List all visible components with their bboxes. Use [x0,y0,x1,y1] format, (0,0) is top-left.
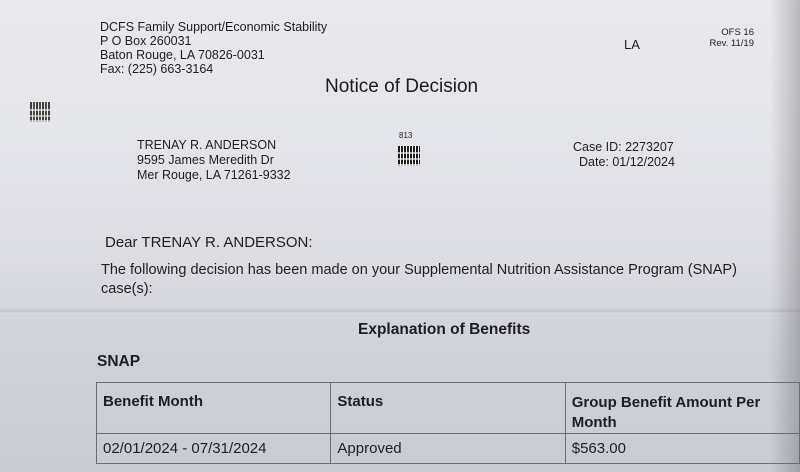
intro-paragraph: The following decision has been made on your Supplemental Nutrition Assistance Program (SNAP) case(s): [101,262,737,297]
case-id: Case ID: 2273207 [573,140,674,154]
case-info [573,140,675,170]
recipient-city: Mer Rouge, LA 71261-9332 [137,168,291,182]
agency-po-box: P O Box 260031 [100,34,192,48]
agency-city: Baton Rouge, LA 70826-0031 [100,48,265,62]
agency-address-block [100,20,327,76]
amount-cell: $563.00 [565,434,799,464]
column-header-status: Status [331,383,565,434]
barcode-icon [30,102,50,122]
status-cell: Approved [331,434,565,464]
recipient-name: TRENAY R. ANDERSON [137,138,277,152]
recipient-street: 9595 James Meredith Dr [137,153,274,167]
paper-fold [0,308,800,314]
column-header-benefit-month: Benefit Month [97,383,331,434]
state-code: LA [624,37,640,52]
program-heading: SNAP [97,353,141,370]
agency-fax: Fax: (225) 663-3164 [100,62,214,76]
document-title: Notice of Decision [325,76,479,97]
agency-name: DCFS Family Support/Economic Stability [100,20,328,34]
recipient-address [137,138,291,183]
barcode-icon [398,146,420,166]
form-revision: Rev. 11/19 [709,38,754,49]
benefits-table [96,382,800,464]
notice-date: Date: 01/12/2024 [579,155,675,169]
salutation: Dear TRENAY R. ANDERSON: [105,234,313,251]
form-number: OFS 16 [721,27,754,38]
benefit-month-cell: 02/01/2024 - 07/31/2024 [97,434,331,464]
barcode-code: 813 [399,131,413,140]
table-row [97,434,800,464]
column-header-amount: Group Benefit Amount Per Month [565,383,799,434]
table-header-row [97,383,800,434]
form-number-block [702,27,754,49]
section-heading: Explanation of Benefits [358,321,531,338]
